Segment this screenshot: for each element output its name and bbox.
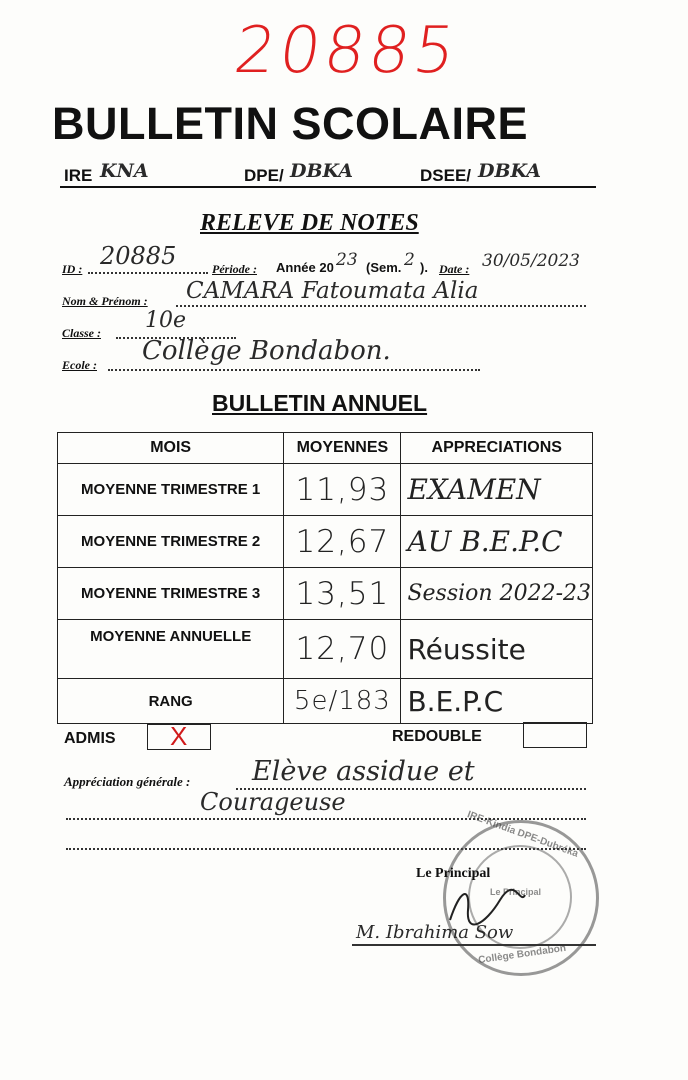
periode-label: Période :	[212, 262, 257, 276]
row-value: 12,67	[284, 516, 401, 568]
appreciation-line-2	[66, 818, 586, 820]
annual-report-title: BULLETIN ANNUEL	[212, 390, 428, 416]
header-appreciations: APPRECIATIONS	[401, 433, 593, 464]
page-title: BULLETIN SCOLAIRE	[52, 98, 528, 149]
header-mois: MOIS	[58, 433, 284, 464]
classe-label: Classe :	[62, 326, 101, 340]
document-number: 20885	[229, 14, 464, 88]
ecole-value: Collège Bondabon.	[142, 336, 391, 366]
redouble-checkbox[interactable]	[523, 722, 587, 748]
row-value: 13,51	[284, 568, 401, 620]
table-row	[58, 620, 593, 679]
row-label: MOYENNE TRIMESTRE 2	[58, 516, 284, 568]
ire-value: KNA	[100, 160, 149, 182]
row-appreciation: EXAMEN	[401, 464, 593, 516]
row-value: 11,93	[284, 464, 401, 516]
id-label: ID :	[62, 262, 83, 276]
ecole-dotted-line	[108, 369, 480, 371]
header-moyennes: MOYENNES	[284, 433, 401, 464]
stamp-top-text: IRE-Kindia DPE-Dubréka	[465, 809, 580, 860]
principal-name: M. Ibrahima Sow	[356, 922, 514, 943]
redouble-label: REDOUBLE	[392, 728, 482, 745]
grades-table	[57, 432, 593, 724]
id-dotted-line	[88, 272, 208, 274]
admis-label: ADMIS	[64, 730, 116, 747]
table-header-row	[58, 433, 593, 464]
nom-label: Nom & Prénom :	[62, 294, 148, 308]
nom-value: CAMARA Fatoumata Alia	[186, 278, 479, 304]
date-label: Date :	[439, 262, 470, 276]
sem-label: (Sem.	[366, 260, 402, 275]
table-row	[58, 568, 593, 620]
appreciation-label: Appréciation générale :	[64, 774, 191, 789]
table-row	[58, 679, 593, 724]
date-value: 30/05/2023	[482, 251, 580, 271]
table-row	[58, 464, 593, 516]
appreciation-text-2: Courageuse	[200, 788, 346, 816]
row-appreciation: B.E.P.C	[401, 679, 593, 724]
row-label: MOYENNE ANNUELLE	[58, 620, 284, 679]
row-appreciation: Réussite	[401, 620, 593, 679]
nom-dotted-line	[176, 305, 586, 307]
principal-label: Le Principal	[416, 866, 491, 881]
sem-close: ).	[420, 260, 428, 275]
classe-value: 10e	[145, 308, 187, 333]
header-underline	[60, 186, 596, 188]
stamp-center-text: Le Principal	[490, 887, 542, 897]
row-value: 5e/183	[284, 679, 401, 724]
annee-label: Année 20	[276, 260, 334, 275]
annee-value: 23	[336, 250, 358, 270]
ire-label: IRE	[64, 166, 93, 185]
row-value: 12,70	[284, 620, 401, 679]
stamp-bottom-text: Collège Bondabon	[477, 942, 567, 967]
admis-checkbox[interactable]	[147, 721, 211, 751]
appreciation-text-1: Elève assidue et	[252, 756, 475, 787]
ecole-label: Ecole :	[62, 358, 97, 372]
row-label: MOYENNE TRIMESTRE 3	[58, 568, 284, 620]
section-subtitle: RELEVE DE NOTES	[200, 210, 419, 236]
dpe-value: DBKA	[290, 160, 354, 182]
dsee-label: DSEE/	[420, 166, 472, 185]
table-row	[58, 516, 593, 568]
admis-check-mark: X	[170, 721, 188, 751]
row-appreciation: Session 2022-23	[401, 568, 593, 620]
dsee-value: DBKA	[478, 160, 542, 182]
id-value: 20885	[100, 242, 177, 270]
row-appreciation: AU B.E.P.C	[401, 516, 593, 568]
row-label: RANG	[58, 679, 284, 724]
sem-value: 2	[404, 250, 415, 270]
admin-header-line	[58, 162, 596, 188]
dpe-label: DPE/	[244, 166, 284, 185]
signature-underline	[352, 944, 596, 946]
row-label: MOYENNE TRIMESTRE 1	[58, 464, 284, 516]
